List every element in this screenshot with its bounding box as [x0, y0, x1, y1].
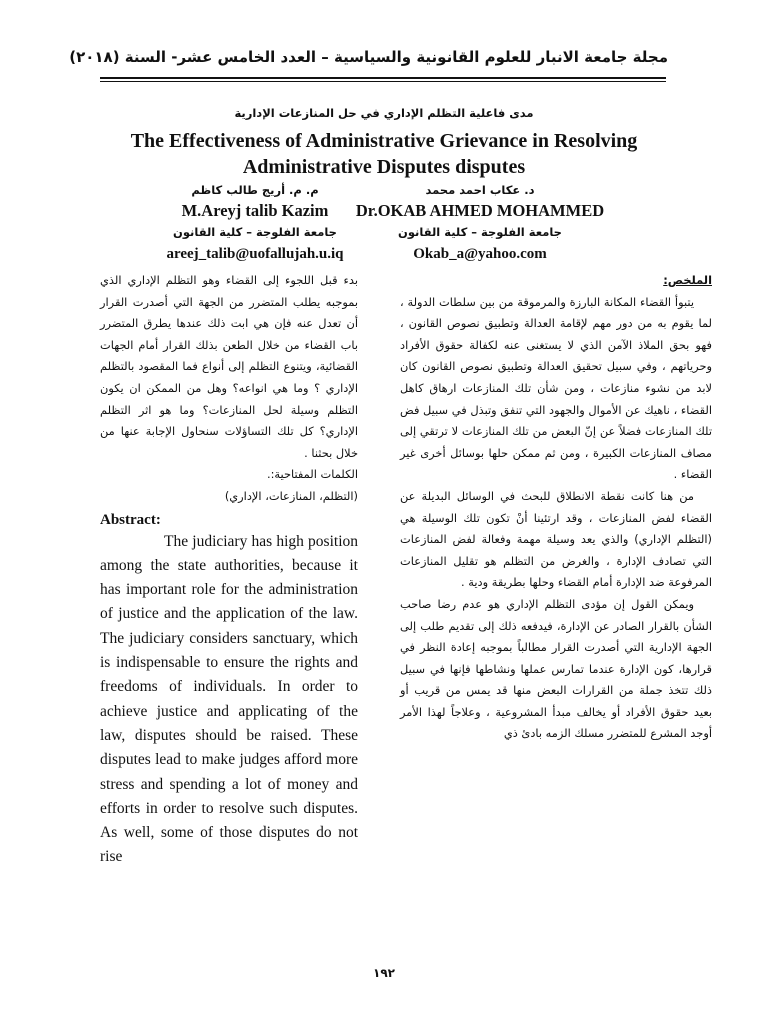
arabic-title: مدى فاعلية التظلم الإداري في حل المنازعات الإدارية	[234, 106, 534, 120]
author-2	[130, 180, 380, 266]
summary-paragraph-2: من هنا كانت نقطة الانطلاق للبحث في الوسائل البديلة عن القضاء لفض المنازعات ، وقد ارتئينا أنْ تكون تلك الوسيلة هي (التظلم الإداري) والذي يعد وسيلة مهمة وفعالة لفض المنازعات التي تصادف الإدارة ، والغرض من التظلم هو تقليل المنازعات المرفوعة ضد الإدارة أمام القضاء وحلها بطريقة ودية .	[400, 488, 712, 590]
author-1-english-name: Dr.OKAB AHMED MOHAMMED	[355, 201, 605, 220]
abstract-text: The judiciary has high position among the state authorities, because it has important role for the administration of justice and the application of the law. The judiciary considers sanctuary, which is indispensable to ensure the rights and freedoms of individuals. In order to achieve justice and applicating of the law, disputes should be raised. These disputes lead to make judges afford more stress and spending a lot of money and efforts in order to resolve such disputes. As well, some of those disputes do not rise	[100, 532, 358, 866]
keywords-label: الكلمات المفتاحية:.	[266, 467, 358, 482]
author-1-email[interactable]: Okab_a@yahoo.com	[413, 246, 547, 262]
abstract-label: Abstract:	[100, 511, 161, 528]
header-rule	[100, 77, 666, 79]
author-2-arabic-name: م. م. أريج طالب كاظم	[191, 183, 319, 197]
author-1-affiliation: جامعة الفلوجة – كلية القانون	[398, 225, 562, 239]
journal-header: مجلة جامعة الانبار للعلوم القانونية والسياسية – العدد الخامس عشر- السنة (٢٠١٨)	[69, 48, 668, 66]
left-column	[100, 270, 358, 870]
left-arabic-paragraph: بدء قبل اللجوء إلى القضاء وهو التظلم الإداري الذي بموجبه يطلب المتضرر من الجهة التي أصدرت القرار أن تعدل عنه فإن هي ابت ذلك عندها يطرق المتضرر باب القضاء من خلال الطعن بذلك القرار أمام الجهات القضائية، ويتنوع التظلم إلى أنواع فما المقصود بالتظلم الإداري ؟ وما هي انواعه؟ وهل من الممكن ان يكون التظلم وسيلة لحل المنازعات؟ وما هو اثر التظلم الإداري؟ كل تلك التساؤلات سنحاول الإجابة عنها من خلال بحثنا .	[100, 273, 358, 460]
summary-paragraph-1: يتبوأ القضاء المكانة البارزة والمرموقة من بين سلطات الدولة ، لما يقوم به من دور مهم لإقامة العدالة وتطبيق نصوص القانون ، فهو بحق الملاذ الآمن الذي لا يستغنى عنه لكفالة حقوق الأفراد وحرياتهم ، وفي سبيل تحقيق العدالة وتطبيق نصوص القانون كان لابد من نشوء منازعات ، ومن شأن تلك المنازعات ارهاق كاهل القضاء ، ناهيك عن الأموال والجهود التي تنفق وتبذل في سبيل فض تلك المنازعات فضلاً عن إنّ البعض من تلك المنازعات لا ترتقي إلى مصاف المنازعات الكبيرة ، ومن ثم ممكن حلها بوسائل أخرى غير القضاء .	[400, 294, 712, 482]
keywords: (التظلم، المنازعات، الإداري)	[224, 488, 358, 503]
author-2-email[interactable]: areej_talib@uofallujah.u.iq	[166, 246, 344, 262]
left-arabic-block	[100, 270, 358, 508]
author-2-english-name: M.Areyj talib Kazim	[181, 201, 329, 220]
summary-heading: الملخص:	[663, 273, 712, 287]
english-title	[100, 128, 668, 180]
arabic-summary-column	[400, 270, 712, 745]
english-title-line1: The Effectiveness of Administrative Grievance in Resolving	[130, 130, 638, 152]
author-1-arabic-name: د. عكاب احمد محمد	[425, 183, 535, 197]
summary-paragraph-3: ويمكن القول إن مؤدى التظلم الإداري هو عدم رضا صاحب الشأن بالقرار الصادر عن الإدارة، فيدفعه ذلك إلى تقديم طلب إلى الجهة الإدارية التي أصدرت القرار مطالباً بموجبه إعادة النظر في قرارها، كون الإدارة عندما تمارس عملها ونشاطها فإنها في سبيل ذلك تتخذ جملة من القرارات البعض منها قد يمس من قريب أو بعيد حقوق الأفراد أو يخالف مبدأ المشروعية ، وعلاجاً لهذا الأمر أوجد المشرع للمتضرر مسلك الزمه بادئ ذي	[400, 596, 712, 741]
header-rule-thin	[100, 81, 666, 82]
page-number: ١٩٢	[373, 966, 395, 980]
author-2-affiliation: جامعة الفلوجة – كلية القانون	[173, 225, 337, 239]
english-title-line2: Administrative Disputes disputes	[242, 156, 526, 178]
author-1	[340, 180, 620, 266]
